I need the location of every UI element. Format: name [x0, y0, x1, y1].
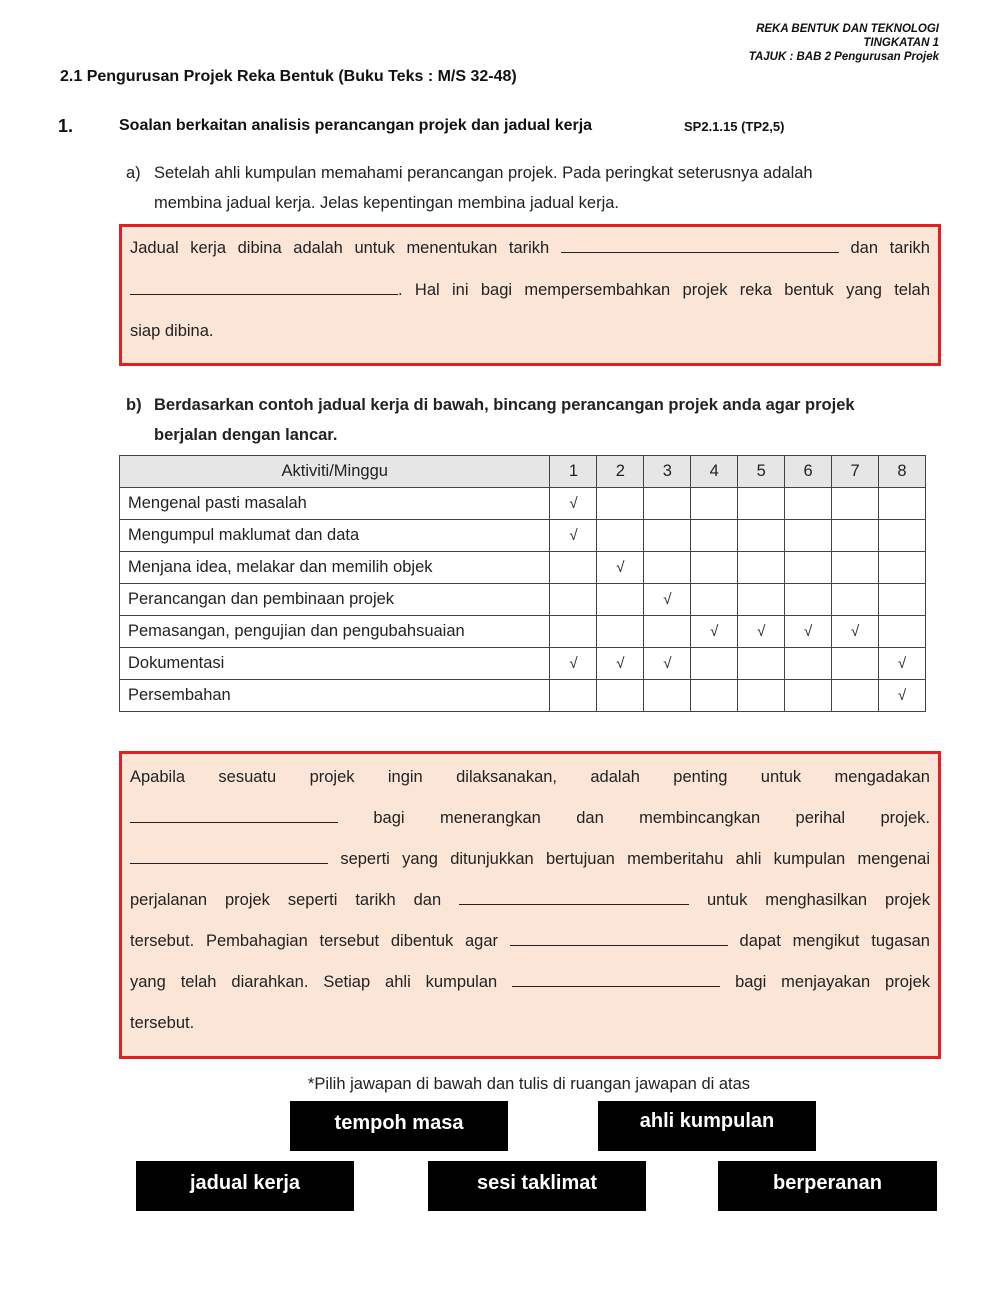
week-cell — [691, 488, 738, 520]
week-header: 3 — [644, 456, 691, 488]
week-cell: √ — [550, 648, 597, 680]
part-a-line1: Setelah ahli kumpulan memahami perancangan projek. Pada peringkat seterusnya adalah — [154, 164, 813, 182]
week-cell — [597, 488, 644, 520]
answer-box-a — [119, 224, 941, 366]
week-cell — [832, 584, 879, 616]
box-b-line3 — [130, 850, 930, 869]
box-b-word: penting — [673, 768, 728, 786]
box-b-word: dilaksanakan, — [456, 768, 558, 786]
week-cell — [785, 488, 832, 520]
header-form: TINGKATAN 1 — [863, 37, 939, 49]
week-cell — [691, 680, 738, 712]
week-cell — [832, 648, 879, 680]
week-cell: √ — [597, 552, 644, 584]
week-cell — [738, 552, 785, 584]
week-cell: √ — [785, 616, 832, 648]
week-cell — [550, 552, 597, 584]
instruction-text: *Pilih jawapan di bawah dan tulis di ruangan jawapan di atas — [307, 1075, 751, 1093]
box-a-line1 — [130, 239, 930, 258]
week-cell — [785, 680, 832, 712]
week-cell: √ — [644, 584, 691, 616]
box-b-word: mengadakan — [834, 768, 930, 786]
box-b-word: sesuatu — [218, 768, 277, 786]
table-row — [120, 520, 926, 552]
blank-start-date[interactable] — [561, 239, 839, 253]
week-cell — [879, 616, 926, 648]
week-cell — [832, 488, 879, 520]
week-cell — [832, 520, 879, 552]
activity-name: Pemasangan, pengujian dan pengubahsuaian — [120, 616, 550, 648]
box-a-line2 — [130, 281, 930, 300]
box-b-text: bagi menjayakan projek — [735, 973, 930, 991]
activity-name: Perancangan dan pembinaan projek — [120, 584, 550, 616]
week-cell — [691, 584, 738, 616]
week-cell — [691, 552, 738, 584]
table-row — [120, 552, 926, 584]
blank-3[interactable] — [459, 891, 689, 905]
week-cell — [879, 552, 926, 584]
box-a-text3: . Hal ini bagi mempersembahkan projek reka bentuk yang telah — [398, 281, 930, 299]
week-cell: √ — [879, 648, 926, 680]
answer-chip-berperanan[interactable]: berperanan — [718, 1161, 937, 1211]
box-a-text1: Jadual kerja dibina adalah untuk menentukan tarikh — [130, 239, 550, 257]
header-topic: TAJUK : BAB 2 Pengurusan Projek — [748, 51, 939, 63]
week-cell — [597, 520, 644, 552]
week-cell — [597, 616, 644, 648]
answer-chip-tempoh-masa[interactable]: tempoh masa — [290, 1101, 508, 1151]
question-code: SP2.1.15 (TP2,5) — [684, 119, 785, 134]
week-cell — [785, 552, 832, 584]
week-cell — [691, 520, 738, 552]
activity-name: Persembahan — [120, 680, 550, 712]
week-cell: √ — [691, 616, 738, 648]
box-a-line3: siap dibina. — [130, 322, 214, 340]
week-cell — [785, 584, 832, 616]
box-b-line7: tersebut. — [130, 1014, 195, 1032]
blank-1[interactable] — [130, 809, 338, 823]
week-cell — [738, 584, 785, 616]
schedule-header-row — [120, 456, 926, 488]
week-cell: √ — [597, 648, 644, 680]
blank-4[interactable] — [510, 932, 728, 946]
week-cell: √ — [738, 616, 785, 648]
box-b-text: seperti yang ditunjukkan bertujuan memberitahu ahli kumpulan mengenai — [340, 850, 930, 868]
activity-name: Dokumentasi — [120, 648, 550, 680]
box-b-word: untuk — [760, 768, 802, 786]
box-b-word: projek — [309, 768, 355, 786]
week-header: 7 — [832, 456, 879, 488]
box-b-line2 — [130, 809, 930, 828]
answer-chip-ahli-kumpulan[interactable]: ahli kumpulan — [598, 1101, 816, 1151]
week-cell — [832, 552, 879, 584]
box-b-word: Apabila — [130, 768, 186, 786]
week-cell — [644, 488, 691, 520]
week-cell: √ — [832, 616, 879, 648]
week-cell — [550, 616, 597, 648]
box-b-word: adalah — [590, 768, 640, 786]
activity-name: Menjana idea, melakar dan memilih objek — [120, 552, 550, 584]
box-b-text: tersebut. Pembahagian tersebut dibentuk agar — [130, 932, 499, 950]
week-cell — [550, 584, 597, 616]
part-a-line2: membina jadual kerja. Jelas kepentingan membina jadual kerja. — [154, 194, 620, 212]
week-header: 5 — [738, 456, 785, 488]
box-b-text: perjalanan projek seperti tarikh dan — [130, 891, 442, 909]
week-header: 6 — [785, 456, 832, 488]
question-title: Soalan berkaitan analisis perancangan projek dan jadual kerja — [119, 117, 593, 134]
box-b-line4 — [130, 891, 930, 910]
week-cell — [879, 584, 926, 616]
week-cell — [644, 552, 691, 584]
week-cell: √ — [644, 648, 691, 680]
box-b-text: bagi menerangkan dan membincangkan perihal projek. — [373, 809, 930, 827]
week-cell — [879, 488, 926, 520]
week-header: 2 — [597, 456, 644, 488]
week-cell — [738, 680, 785, 712]
box-b-text: untuk menghasilkan projek — [707, 891, 930, 909]
table-row — [120, 680, 926, 712]
part-a — [126, 158, 926, 220]
week-cell — [879, 520, 926, 552]
table-row — [120, 648, 926, 680]
table-row — [120, 584, 926, 616]
activity-name: Mengenal pasti masalah — [120, 488, 550, 520]
box-b-text: yang telah diarahkan. Setiap ahli kumpulan — [130, 973, 498, 991]
blank-end-date[interactable] — [130, 281, 398, 295]
box-b-line5 — [130, 932, 930, 951]
blank-2[interactable] — [130, 850, 328, 864]
week-cell: √ — [550, 520, 597, 552]
week-cell — [738, 520, 785, 552]
week-cell — [644, 616, 691, 648]
week-cell — [597, 584, 644, 616]
week-header: 4 — [691, 456, 738, 488]
box-b-word: ingin — [387, 768, 423, 786]
box-b-line6 — [130, 973, 930, 992]
box-b-line1 — [130, 768, 930, 787]
page-title: 2.1 Pengurusan Projek Reka Bentuk (Buku Teks : M/S 32-48) — [60, 68, 517, 85]
answer-box-b — [119, 751, 941, 1059]
week-cell — [785, 648, 832, 680]
week-cell — [738, 488, 785, 520]
week-cell — [597, 680, 644, 712]
part-b-line2: berjalan dengan lancar. — [154, 426, 338, 444]
blank-5[interactable] — [512, 973, 720, 987]
week-cell — [644, 520, 691, 552]
box-b-text: dapat mengikut tugasan — [739, 932, 930, 950]
page-header — [749, 22, 939, 64]
week-cell — [738, 648, 785, 680]
week-cell — [691, 648, 738, 680]
part-b — [126, 390, 936, 452]
week-cell — [550, 680, 597, 712]
table-row — [120, 616, 926, 648]
activity-column-header: Aktiviti/Minggu — [120, 456, 550, 488]
question-number: 1. — [58, 116, 74, 136]
week-cell — [785, 520, 832, 552]
answer-chip-sesi-taklimat[interactable]: sesi taklimat — [428, 1161, 646, 1211]
activity-name: Mengumpul maklumat dan data — [120, 520, 550, 552]
week-cell — [832, 680, 879, 712]
box-a-text2: dan tarikh — [850, 239, 930, 257]
part-b-line1: Berdasarkan contoh jadual kerja di bawah, bincang perancangan projek anda agar projek — [154, 396, 855, 414]
week-header: 1 — [550, 456, 597, 488]
schedule-table — [119, 455, 926, 712]
week-cell — [644, 680, 691, 712]
week-cell: √ — [879, 680, 926, 712]
part-b-label: b) — [126, 396, 142, 414]
week-cell: √ — [550, 488, 597, 520]
table-row — [120, 488, 926, 520]
part-a-label: a) — [126, 164, 141, 182]
answer-chip-jadual-kerja[interactable]: jadual kerja — [136, 1161, 354, 1211]
week-header: 8 — [879, 456, 926, 488]
header-subject: REKA BENTUK DAN TEKNOLOGI — [756, 23, 939, 35]
